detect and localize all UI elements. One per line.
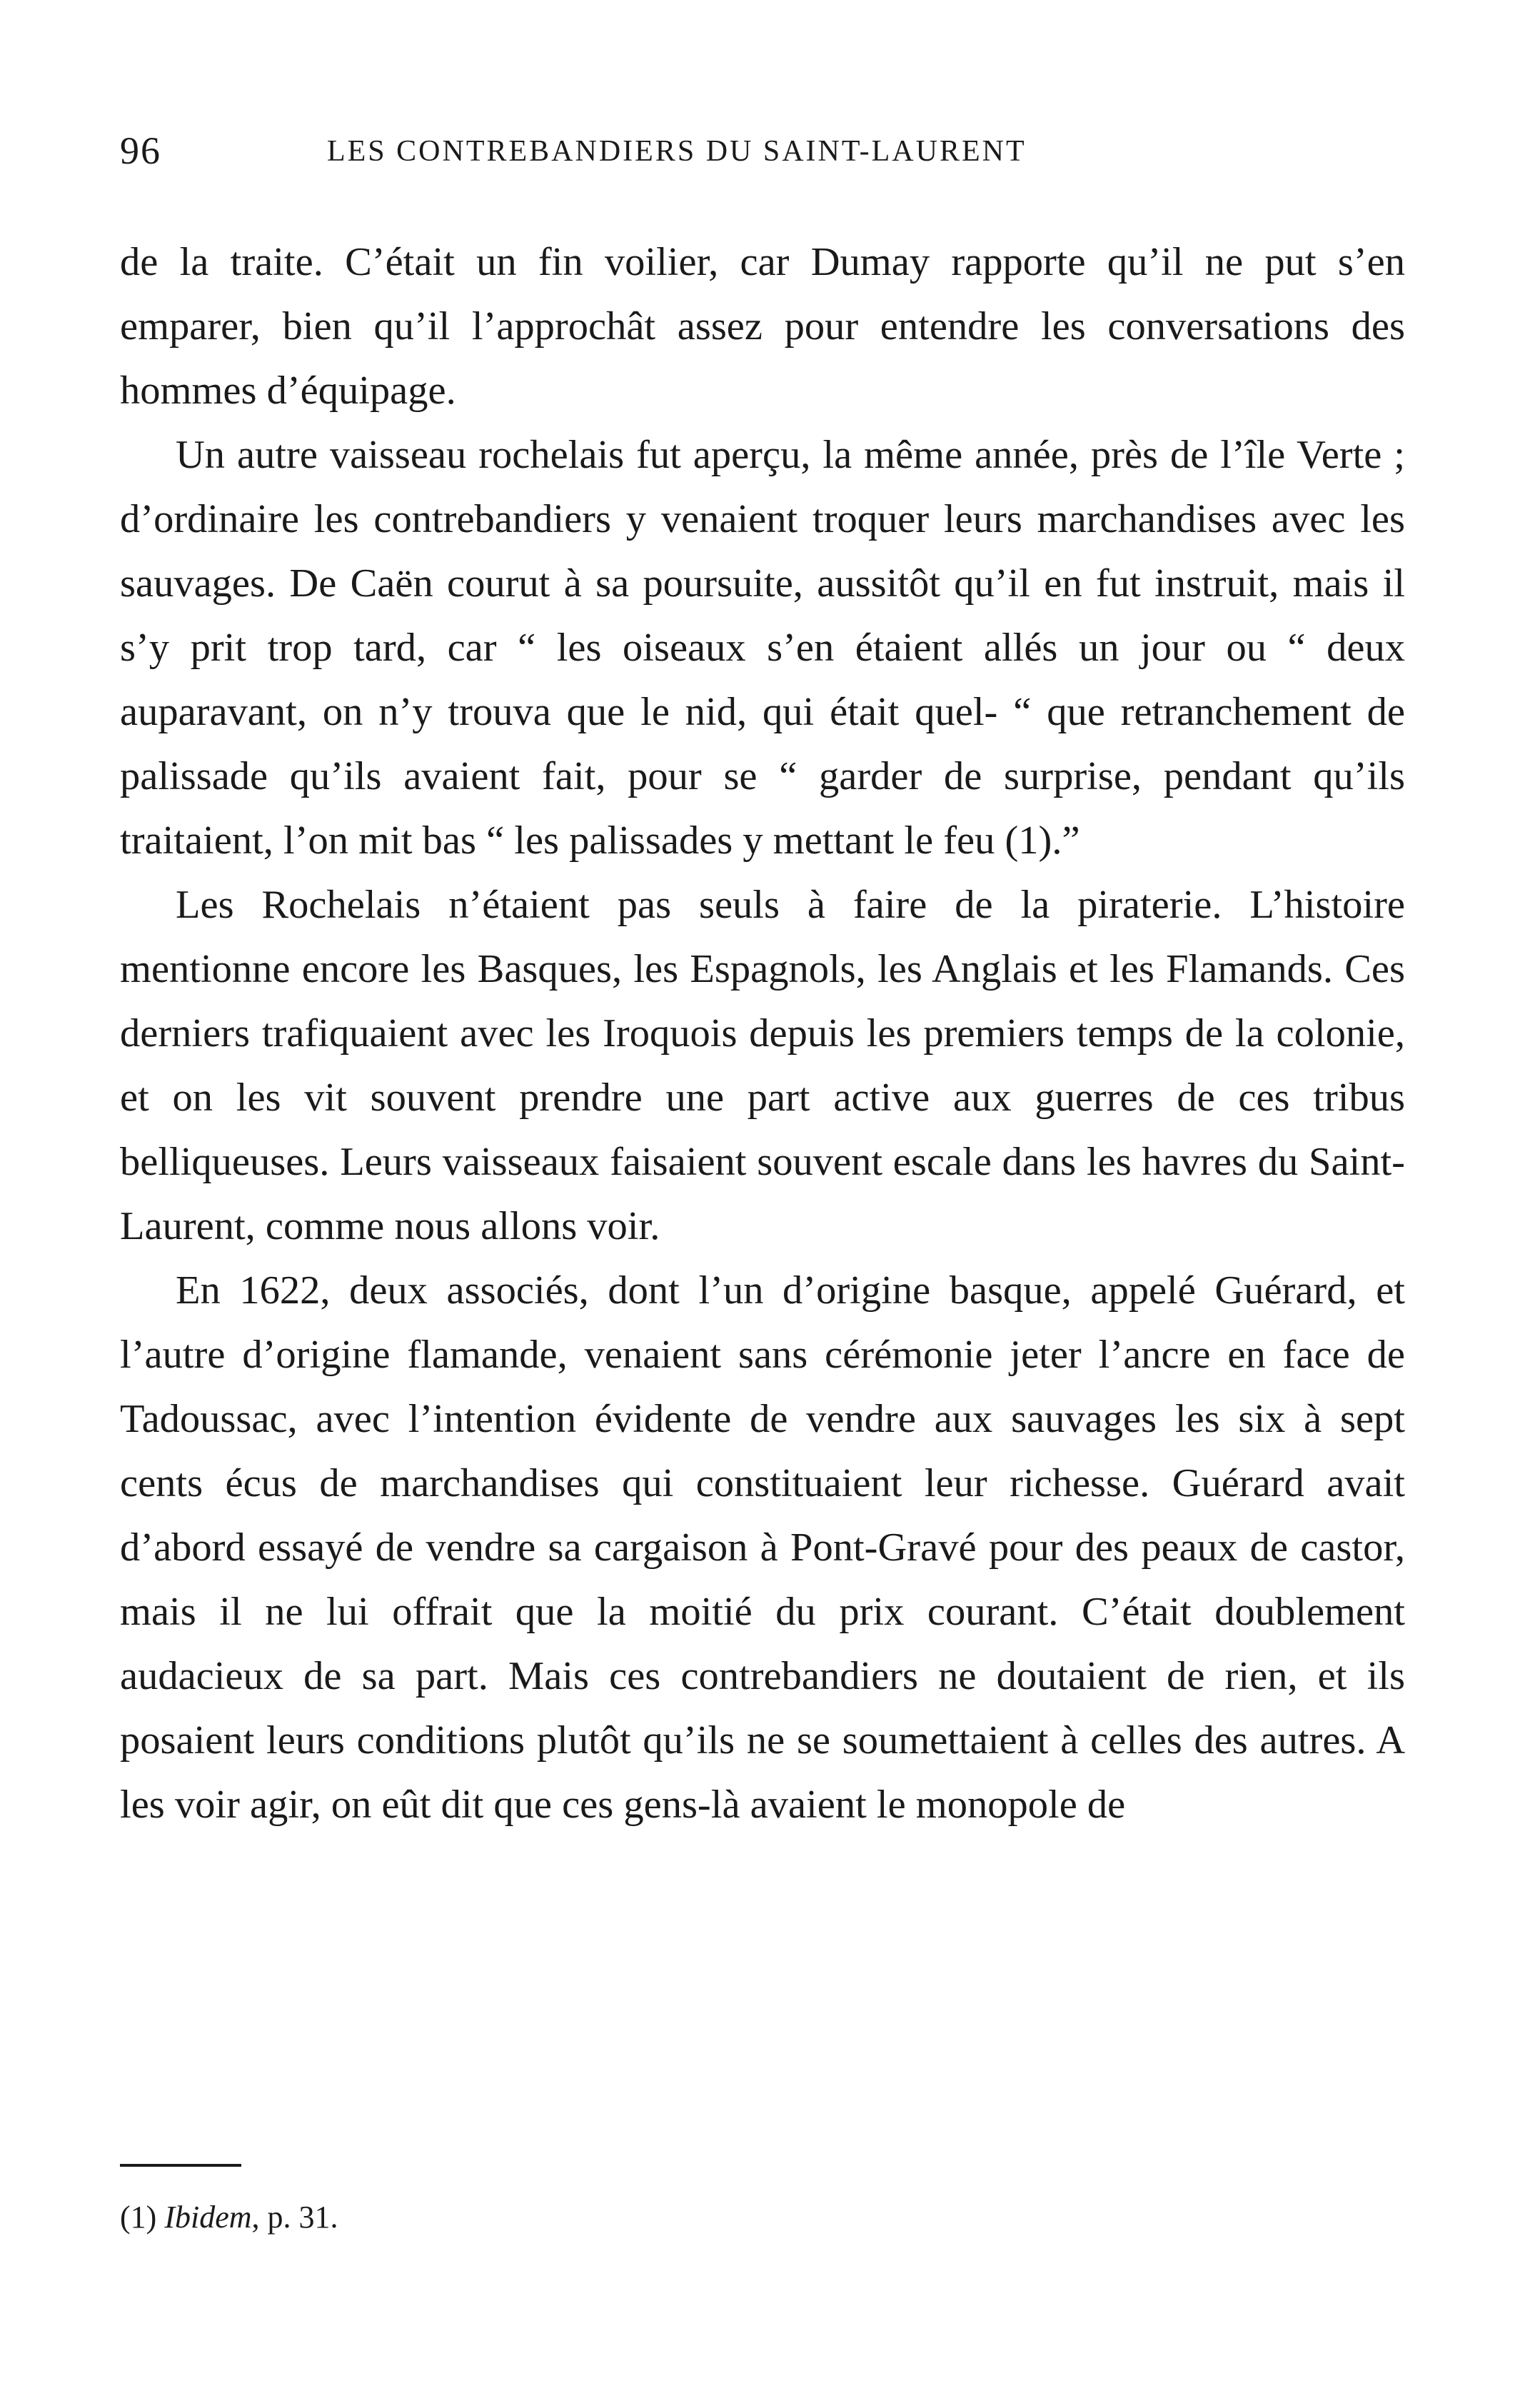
footnote-marker: (1) bbox=[120, 2200, 157, 2235]
running-header bbox=[120, 129, 1405, 179]
paragraph-1: de la traite. C’était un fin voilier, car Dumay rapporte qu’il ne put s’en emparer, bien qu’il l’approchât assez pour entendre les conversations des hommes d’équipage. bbox=[120, 240, 1405, 413]
paragraph-4: En 1622, deux associés, dont l’un d’origine basque, appelé Guérard, et l’autre d’origine flamande, venaient sans cérémonie jeter l’ancre en face de Tadoussac, avec l’intention évidente de vendre aux sauvages les six à sept cents écus de marchandises qui constituaient leur richesse. Guérard avait d’abord essayé de vendre sa cargaison à Pont-Gravé pour des peaux de castor, mais il ne lui offrait que la moitié du prix courant. C’était doublement audacieux de sa part. Mais ces contrebandiers ne doutaient de rien, et ils posaient leurs conditions plutôt qu’ils ne se soumettaient à celles des autres. A les voir agir, on eût dit que ces gens-là avaient le monopole de bbox=[120, 1268, 1405, 1827]
paragraph-3: Les Rochelais n’étaient pas seuls à faire de la piraterie. L’histoire mentionne encore les Basques, les Espagnols, les Anglais et les Flamands. Ces derniers trafiquaient avec les Iroquois depuis les premiers temps de la colonie, et on les vit souvent prendre une part active aux guerres de ces tribus belliqueuses. Leurs vaisseaux faisaient souvent escale dans les havres du Saint-Laurent, comme nous allons voir. bbox=[120, 883, 1405, 1248]
footnote-work: Ibidem bbox=[164, 2200, 252, 2235]
running-title: LES CONTREBANDIERS DU SAINT-LAURENT bbox=[327, 135, 1027, 168]
footnote bbox=[120, 2196, 338, 2239]
page-number: 96 bbox=[120, 129, 161, 172]
body-text bbox=[120, 230, 1405, 1837]
paragraph-2: Un autre vaisseau rochelais fut aperçu, la même année, près de l’île Verte ; d’ordinaire les contrebandiers y venaient troquer leurs marchandises avec les sauvages. De Caën courut à sa poursuite, aussitôt qu’il en fut instruit, mais il s’y prit trop tard, car “ les oiseaux s’en étaient allés un jour ou “ deux auparavant, on n’y trouva que le nid, qui était quel- “ que retranchement de palissade qu’ils avaient fait, pour se “ garder de surprise, pendant qu’ils traitaient, l’on mit bas “ les palissades y mettant le feu (1).” bbox=[120, 433, 1405, 863]
footnote-rule bbox=[120, 2164, 241, 2167]
footnote-page-ref: , p. 31. bbox=[251, 2200, 338, 2235]
